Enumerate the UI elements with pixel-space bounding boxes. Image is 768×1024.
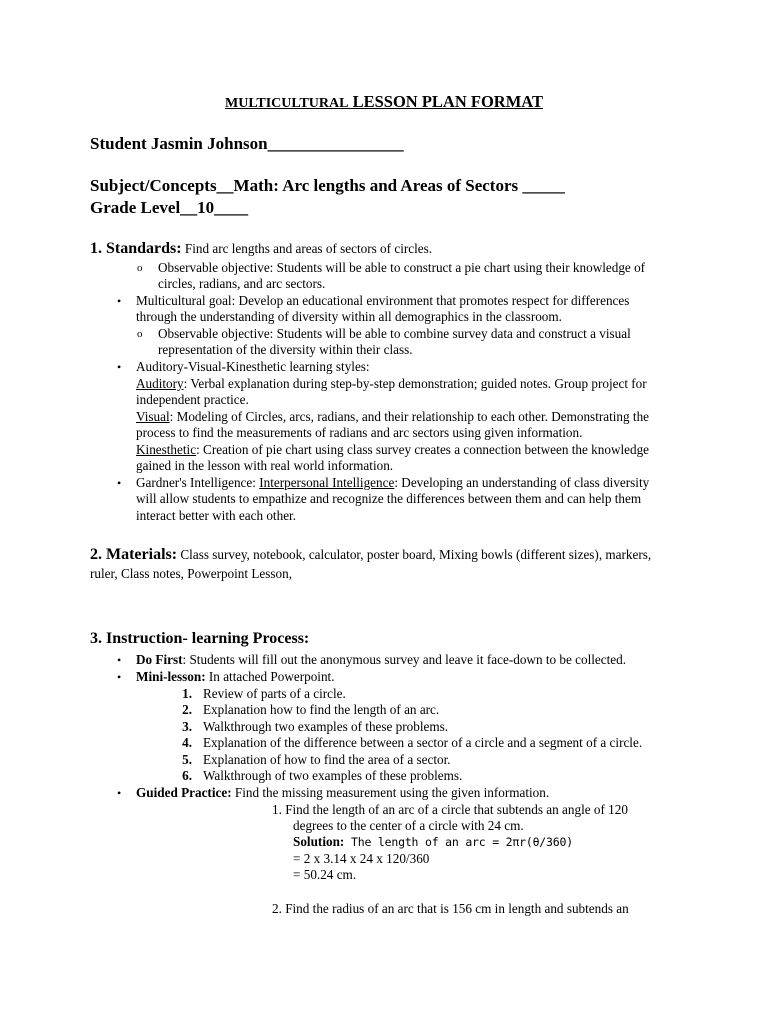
step-text: Review of parts of a circle.: [203, 686, 346, 701]
step-number: 3.: [182, 719, 192, 734]
step-text: Explanation of how to find the area of a sector.: [203, 752, 451, 767]
instruction-heading: 3. Instruction- learning Process:: [90, 630, 310, 647]
observable-objective-1-cont: circles, radians, and arc sectors.: [158, 276, 326, 291]
step-text: Walkthrough of two examples of these problems.: [203, 768, 463, 783]
solution-calc-1: = 2 x 3.14 x 24 x 120/360: [293, 851, 430, 866]
bullet-marker: •: [117, 294, 122, 308]
gardner-intelligence: Gardner's Intelligence: Interpersonal Intelligence: Developing an understanding of class diversity: [136, 475, 650, 490]
observable-objective-1: Observable objective: Students will be able to construct a pie chart using their knowledge of: [158, 260, 646, 275]
observable-objective-2-cont: representation of the diversity within their class.: [158, 342, 413, 357]
materials-cont: ruler, Class notes, Powerpoint Lesson,: [90, 566, 293, 581]
student-name: Student Jasmin Johnson________________: [90, 134, 404, 153]
standards-section: 1. Standards: Find arc lengths and areas of sectors of circles.: [90, 240, 433, 257]
visual-style-cont: process to find the measurements of radians and arc sectors using given information.: [136, 425, 583, 440]
step-number: 5.: [182, 752, 192, 767]
auditory-style: Auditory: Verbal explanation during step-by-step demonstration; guided notes. Group project for: [136, 376, 647, 391]
guided-practice: Guided Practice: Find the missing measurement using the given information.: [136, 785, 550, 800]
gardner-intelligence-cont: will allow students to empathize and recognize the differences between them and can help them: [136, 491, 642, 506]
step-text: Walkthrough two examples of these problems.: [203, 719, 449, 734]
materials-section: 2. Materials: Class survey, notebook, calculator, poster board, Mixing bowls (different sizes), markers,: [90, 546, 652, 563]
bullet-marker: •: [117, 670, 122, 684]
step-number: 1.: [182, 686, 192, 701]
bullet-marker: •: [117, 653, 122, 667]
multicultural-goal: Multicultural goal: Develop an educational environment that promotes respect for differences: [136, 293, 630, 308]
subject-line: Subject/Concepts__Math: Arc lengths and Areas of Sectors _____: [90, 176, 565, 195]
step-number: 2.: [182, 702, 192, 717]
bullet-marker: •: [117, 360, 122, 374]
gardner-intelligence-cont2: interact better with each other.: [136, 508, 297, 523]
visual-style: Visual: Modeling of Circles, arcs, radians, and their relationship to each other. Demonstrating the: [136, 409, 650, 424]
sub-bullet-marker: o: [137, 262, 143, 274]
step-number: 4.: [182, 735, 192, 750]
sub-bullet-marker: o: [137, 328, 143, 340]
document-title: MULTICULTURAL LESSON PLAN FORMAT: [225, 92, 543, 111]
step-text: Explanation of the difference between a sector of a circle and a segment of a circle.: [203, 735, 643, 750]
auditory-style-cont: independent practice.: [136, 392, 249, 407]
learning-styles-intro: Auditory-Visual-Kinesthetic learning styles:: [136, 359, 370, 374]
problem-2: 2. Find the radius of an arc that is 156 cm in length and subtends an: [272, 901, 629, 916]
bullet-marker: •: [117, 476, 122, 490]
mini-lesson: Mini-lesson: In attached Powerpoint.: [136, 669, 335, 684]
kinesthetic-style-cont: gained in the lesson with real world information.: [136, 458, 394, 473]
observable-objective-2: Observable objective: Students will be able to combine survey data and construct a visual: [158, 326, 631, 341]
multicultural-goal-cont: through the understanding of diversity within all demographics in the classroom.: [136, 309, 562, 324]
bullet-marker: •: [117, 786, 122, 800]
kinesthetic-style: Kinesthetic: Creation of pie chart using class survey creates a connection between the knowledge: [136, 442, 650, 457]
grade-level: Grade Level__10____: [90, 198, 249, 217]
step-number: 6.: [182, 768, 192, 783]
do-first: Do First: Students will fill out the anonymous survey and leave it face-down to be collected.: [136, 652, 627, 667]
solution-line: Solution: The length of an arc = 2πr(θ/360): [293, 834, 573, 849]
problem-1: 1. Find the length of an arc of a circle that subtends an angle of 120: [272, 802, 628, 817]
step-text: Explanation how to find the length of an arc.: [203, 702, 440, 717]
solution-calc-2: = 50.24 cm.: [293, 867, 357, 882]
problem-1-cont: degrees to the center of a circle with 24 cm.: [293, 818, 524, 833]
